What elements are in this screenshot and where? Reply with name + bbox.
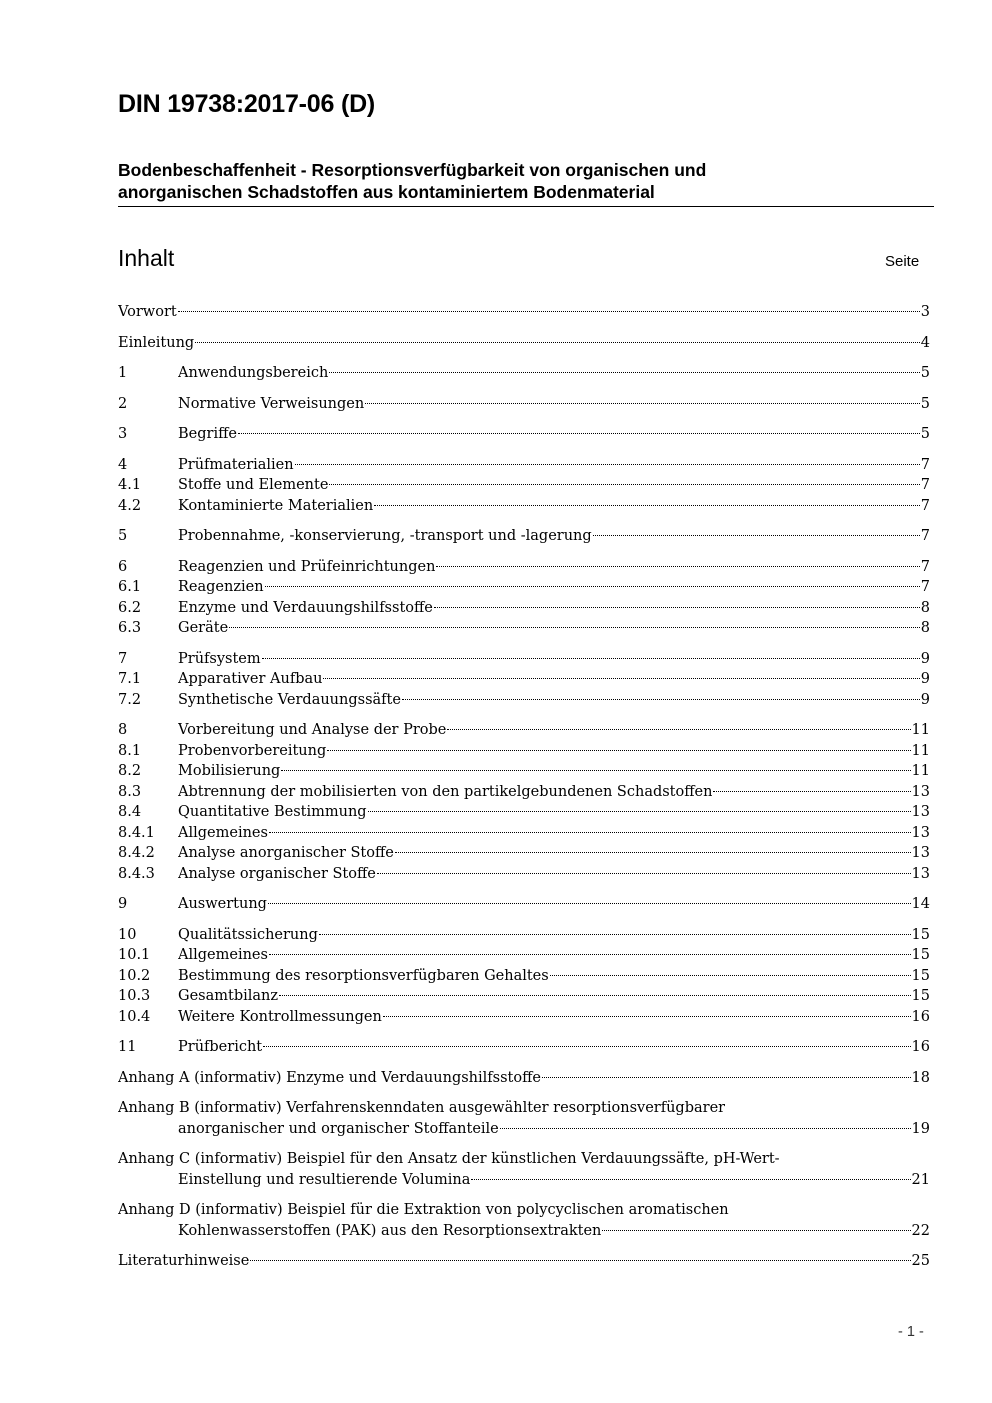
toc-entry-5[interactable] bbox=[118, 526, 930, 547]
toc-entry-title: Normative Verweisungen bbox=[178, 395, 365, 412]
toc-entry-title: Weitere Kontrollmessungen bbox=[178, 1008, 382, 1025]
toc-entry-title: Einleitung bbox=[118, 334, 195, 351]
toc-entry-anhang-b-line2[interactable] bbox=[118, 1119, 930, 1140]
toc-entry-8-3[interactable] bbox=[118, 782, 930, 803]
toc-group-anhang-a bbox=[118, 1068, 930, 1089]
toc-entry-8-1[interactable] bbox=[118, 741, 930, 762]
toc-entry-title: Analyse anorganischer Stoffe bbox=[178, 845, 394, 861]
toc-entry-title: Auswertung bbox=[178, 896, 267, 912]
toc-entry-4[interactable] bbox=[118, 455, 930, 476]
dot-leader bbox=[262, 657, 920, 659]
toc-entry-number: 7.2 bbox=[118, 691, 142, 708]
toc-entry-3[interactable] bbox=[118, 424, 930, 445]
toc-entry-page: 15 bbox=[911, 967, 930, 984]
toc-entry-number: 4.1 bbox=[118, 477, 142, 493]
dot-leader bbox=[195, 341, 920, 343]
dot-leader bbox=[250, 1259, 910, 1261]
toc-page-column-header: Seite bbox=[885, 253, 920, 270]
toc-entry-page: 4 bbox=[920, 334, 930, 351]
toc-entry-anhang-b-line1[interactable] bbox=[118, 1098, 930, 1119]
dot-leader bbox=[327, 749, 910, 751]
toc-entry-title: Reagenzien bbox=[178, 579, 264, 595]
toc-entry-title: Literaturhinweise bbox=[118, 1253, 250, 1269]
toc-group-anhang-d bbox=[118, 1200, 930, 1241]
dot-leader bbox=[269, 831, 911, 833]
dot-leader bbox=[402, 698, 920, 700]
toc-entry-page: 22 bbox=[911, 1222, 930, 1239]
toc-entry-number: 10.2 bbox=[118, 967, 151, 984]
toc-entry-title-continuation: Kohlenwasserstoffen (PAK) aus den Resorptionsextrakten bbox=[178, 1222, 602, 1239]
toc-entry-page: 14 bbox=[911, 896, 930, 912]
dot-leader bbox=[329, 371, 919, 373]
toc-entry-page: 13 bbox=[911, 783, 930, 800]
toc-entry-page: 16 bbox=[911, 1039, 930, 1055]
dot-leader bbox=[265, 585, 920, 587]
toc-group-10 bbox=[118, 925, 930, 1028]
toc-entry-title: Allgemeines bbox=[178, 824, 268, 841]
toc-entry-title: Anhang C (informativ) Beispiel für den Ansatz der künstlichen Verdauungssäfte, pH-Wert- bbox=[118, 1151, 780, 1167]
toc-entry-number: 8.2 bbox=[118, 763, 142, 779]
toc-entry-page: 15 bbox=[911, 988, 930, 1004]
toc-entry-6-1[interactable] bbox=[118, 577, 930, 598]
toc-entry-number: 8.4.3 bbox=[118, 865, 155, 882]
toc-entry-number: 2 bbox=[118, 395, 128, 412]
dot-leader bbox=[281, 769, 910, 771]
dot-leader bbox=[269, 953, 911, 955]
toc-group-einleitung bbox=[118, 333, 930, 354]
toc-entry-page: 7 bbox=[920, 456, 930, 473]
toc-entry-page: 16 bbox=[911, 1008, 930, 1025]
toc-entry-title: Anhang D (informativ) Beispiel für die Extraktion von polycyclischen aromatischen bbox=[118, 1202, 729, 1218]
toc-entry-10[interactable] bbox=[118, 925, 930, 946]
dot-leader bbox=[377, 872, 911, 874]
toc-entry-number: 10.4 bbox=[118, 1008, 151, 1025]
toc-entry-number: 8.3 bbox=[118, 783, 142, 800]
toc-entry-page: 8 bbox=[920, 620, 930, 636]
toc-entry-page: 3 bbox=[920, 304, 930, 320]
toc-entry-title: Prüfmaterialien bbox=[178, 456, 294, 473]
dot-leader bbox=[329, 483, 919, 485]
toc-entry-anhang-c-line1[interactable] bbox=[118, 1149, 930, 1170]
dot-leader bbox=[395, 851, 911, 853]
toc-entry-8-2[interactable] bbox=[118, 761, 930, 782]
toc-entry-literatur[interactable] bbox=[118, 1251, 930, 1272]
toc-entry-page: 7 bbox=[920, 528, 930, 544]
subtitle-line-1: Bodenbeschaffenheit - Resorptionsverfügbarkeit von organischen und bbox=[118, 160, 707, 180]
dot-leader bbox=[374, 504, 920, 506]
toc-entry-10-4[interactable] bbox=[118, 1007, 930, 1028]
dot-leader bbox=[713, 790, 910, 792]
toc-entry-anhang-d-line1[interactable] bbox=[118, 1200, 930, 1221]
toc-entry-page: 13 bbox=[911, 824, 930, 841]
toc-entry-page: 7 bbox=[920, 477, 930, 493]
toc-entry-page: 7 bbox=[920, 579, 930, 595]
dot-leader bbox=[238, 432, 920, 434]
dot-leader bbox=[542, 1076, 911, 1078]
toc-entry-page: 8 bbox=[920, 599, 930, 616]
toc-entry-title-continuation: anorganischer und organischer Stoffanteile bbox=[178, 1120, 499, 1137]
toc-entry-title: Anhang A (informativ) Enzyme und Verdauungshilfsstoffe bbox=[118, 1069, 541, 1086]
toc-entry-title: Synthetische Verdauungssäfte bbox=[178, 691, 401, 708]
toc-entry-page: 15 bbox=[911, 926, 930, 943]
toc-entry-title: Stoffe und Elemente bbox=[178, 477, 329, 493]
toc-entry-10-2[interactable] bbox=[118, 966, 930, 987]
dot-leader bbox=[365, 402, 920, 404]
toc-heading: Inhalt bbox=[118, 245, 175, 271]
dot-leader bbox=[500, 1127, 911, 1129]
toc-entry-vorwort[interactable] bbox=[118, 302, 930, 323]
dot-leader bbox=[268, 902, 911, 904]
dot-leader bbox=[602, 1229, 910, 1231]
toc-entry-number: 11 bbox=[118, 1039, 137, 1055]
toc-entry-page: 11 bbox=[911, 722, 930, 738]
toc-entry-title: Allgemeines bbox=[178, 947, 268, 963]
toc-entry-6[interactable] bbox=[118, 557, 930, 578]
toc-group-9 bbox=[118, 894, 930, 915]
dot-leader bbox=[383, 1015, 911, 1017]
toc-entry-page: 15 bbox=[911, 947, 930, 963]
toc-entry-6-3[interactable] bbox=[118, 618, 930, 639]
toc-entry-number: 8.4.1 bbox=[118, 824, 155, 841]
toc-entry-title: Anwendungsbereich bbox=[178, 365, 329, 381]
toc-entry-page: 7 bbox=[920, 497, 930, 514]
dot-leader bbox=[319, 933, 911, 935]
dot-leader bbox=[279, 994, 911, 996]
toc-group-6 bbox=[118, 557, 930, 639]
toc-entry-10-3[interactable] bbox=[118, 986, 930, 1007]
toc-entry-page: 21 bbox=[911, 1171, 930, 1188]
toc-group-2 bbox=[118, 394, 930, 415]
toc-entry-page: 19 bbox=[911, 1120, 930, 1137]
toc-entry-number: 1 bbox=[118, 365, 128, 381]
toc-entry-number: 6.1 bbox=[118, 579, 142, 595]
toc-entry-page: 25 bbox=[911, 1253, 930, 1269]
toc-entry-number: 4 bbox=[118, 456, 128, 473]
toc-entry-2[interactable] bbox=[118, 394, 930, 415]
toc-group-anhang-c bbox=[118, 1149, 930, 1190]
toc-entry-title: Bestimmung des resorptionsverfügbaren Gehaltes bbox=[178, 967, 549, 984]
toc-entry-number: 6.2 bbox=[118, 599, 142, 616]
toc-entry-8-4-1[interactable] bbox=[118, 823, 930, 844]
toc-entry-page: 7 bbox=[920, 558, 930, 575]
toc-group-vorwort bbox=[118, 302, 930, 323]
toc-entry-4-1[interactable] bbox=[118, 475, 930, 496]
toc-group-5 bbox=[118, 526, 930, 547]
dot-leader bbox=[447, 728, 910, 730]
toc-entry-title: Geräte bbox=[178, 620, 229, 636]
toc-entry-page: 13 bbox=[911, 865, 930, 882]
toc-entry-9[interactable] bbox=[118, 894, 930, 915]
page-number: - 1 - bbox=[898, 1324, 924, 1340]
dot-leader bbox=[593, 534, 920, 536]
toc-entry-number: 6 bbox=[118, 558, 128, 575]
toc-entry-1[interactable] bbox=[118, 363, 930, 384]
toc-entry-8[interactable] bbox=[118, 720, 930, 741]
toc-entry-number: 8 bbox=[118, 722, 128, 738]
toc-entry-title: Mobilisierung bbox=[178, 763, 281, 779]
toc-entry-7-2[interactable] bbox=[118, 690, 930, 711]
toc-entry-4-2[interactable] bbox=[118, 496, 930, 517]
subtitle-divider bbox=[118, 206, 934, 207]
toc-entry-page: 13 bbox=[911, 845, 930, 861]
toc-entry-title: Begriffe bbox=[178, 426, 237, 442]
toc-group-1 bbox=[118, 363, 930, 384]
toc-entry-page: 5 bbox=[920, 365, 930, 381]
toc-entry-title-continuation: Einstellung und resultierende Volumina bbox=[178, 1171, 471, 1188]
toc-entry-number: 5 bbox=[118, 528, 128, 544]
toc-entry-title: Gesamtbilanz bbox=[178, 988, 279, 1004]
toc-entry-title: Kontaminierte Materialien bbox=[178, 497, 374, 514]
toc-entry-8-4[interactable] bbox=[118, 802, 930, 823]
toc-entry-number: 10 bbox=[118, 926, 137, 943]
dot-leader bbox=[436, 565, 919, 567]
toc-entry-8-4-3[interactable] bbox=[118, 864, 930, 885]
dot-leader bbox=[471, 1178, 910, 1180]
toc-entry-7[interactable] bbox=[118, 649, 930, 670]
toc-entry-page: 11 bbox=[911, 742, 930, 759]
toc-entry-title: Abtrennung der mobilisierten von den partikelgebundenen Schadstoffen bbox=[178, 783, 713, 800]
dot-leader bbox=[323, 677, 919, 679]
toc-entry-10-1[interactable] bbox=[118, 945, 930, 966]
toc-entry-number: 9 bbox=[118, 896, 128, 912]
document-title: DIN 19738:2017-06 (D) bbox=[118, 90, 376, 118]
toc-group-11 bbox=[118, 1037, 930, 1058]
toc-entry-title: Probennahme, -konservierung, -transport und -lagerung bbox=[178, 528, 592, 544]
toc-entry-page: 5 bbox=[920, 426, 930, 442]
toc-entry-page: 9 bbox=[920, 671, 930, 687]
toc-entry-number: 7 bbox=[118, 650, 128, 667]
toc-entry-einleitung[interactable] bbox=[118, 333, 930, 354]
toc-entry-number: 10.1 bbox=[118, 947, 151, 963]
dot-leader bbox=[368, 810, 911, 812]
toc-entry-7-1[interactable] bbox=[118, 669, 930, 690]
toc-entry-number: 8.4 bbox=[118, 804, 142, 820]
toc-entry-number: 10.3 bbox=[118, 988, 151, 1004]
toc-group-4 bbox=[118, 455, 930, 517]
toc-entry-title: Apparativer Aufbau bbox=[178, 671, 323, 687]
toc-group-8 bbox=[118, 720, 930, 884]
toc-entry-title: Prüfbericht bbox=[178, 1039, 263, 1055]
document-subtitle bbox=[118, 159, 934, 203]
toc-entry-title: Enzyme und Verdauungshilfsstoffe bbox=[178, 599, 433, 616]
toc-entry-8-4-2[interactable] bbox=[118, 843, 930, 864]
toc-entry-title: Reagenzien und Prüfeinrichtungen bbox=[178, 558, 436, 575]
toc-group-anhang-b bbox=[118, 1098, 930, 1139]
dot-leader bbox=[295, 463, 920, 465]
dot-leader bbox=[263, 1045, 910, 1047]
toc-entry-title: Qualitätssicherung bbox=[178, 926, 318, 943]
toc-group-3 bbox=[118, 424, 930, 445]
toc-entry-number: 8.4.2 bbox=[118, 845, 155, 861]
toc-entry-number: 8.1 bbox=[118, 742, 142, 759]
toc-entry-page: 9 bbox=[920, 650, 930, 667]
toc-entry-title: Prüfsystem bbox=[178, 650, 261, 667]
toc-entry-title: Vorwort bbox=[118, 304, 177, 320]
toc-entry-number: 3 bbox=[118, 426, 128, 442]
toc-group-7 bbox=[118, 649, 930, 711]
toc-entry-title: Quantitative Bestimmung bbox=[178, 804, 367, 820]
dot-leader bbox=[434, 606, 920, 608]
dot-leader bbox=[178, 310, 920, 312]
toc-entry-anhang-a[interactable] bbox=[118, 1068, 930, 1089]
dot-leader bbox=[229, 626, 920, 628]
toc-entry-number: 7.1 bbox=[118, 671, 142, 687]
toc-entry-page: 11 bbox=[911, 763, 930, 779]
toc-entry-title: Vorbereitung und Analyse der Probe bbox=[178, 722, 447, 738]
toc-entry-page: 18 bbox=[911, 1069, 930, 1086]
toc-entry-title: Probenvorbereitung bbox=[178, 742, 327, 759]
toc-entry-number: 6.3 bbox=[118, 620, 142, 636]
dot-leader bbox=[550, 974, 911, 976]
subtitle-line-2: anorganischen Schadstoffen aus kontaminiertem Bodenmaterial bbox=[118, 182, 655, 202]
toc-entry-page: 5 bbox=[920, 395, 930, 412]
toc-entry-anhang-c-line2[interactable] bbox=[118, 1170, 930, 1191]
toc-entry-page: 13 bbox=[911, 804, 930, 820]
table-of-contents bbox=[118, 302, 930, 1282]
toc-entry-title: Anhang B (informativ) Verfahrenskenndaten ausgewählter resorptionsverfügbarer bbox=[118, 1100, 726, 1116]
toc-entry-11[interactable] bbox=[118, 1037, 930, 1058]
toc-entry-page: 9 bbox=[920, 691, 930, 708]
toc-entry-anhang-d-line2[interactable] bbox=[118, 1221, 930, 1242]
toc-group-literatur bbox=[118, 1251, 930, 1272]
toc-entry-title: Analyse organischer Stoffe bbox=[178, 865, 376, 882]
toc-entry-number: 4.2 bbox=[118, 497, 142, 514]
toc-entry-6-2[interactable] bbox=[118, 598, 930, 619]
